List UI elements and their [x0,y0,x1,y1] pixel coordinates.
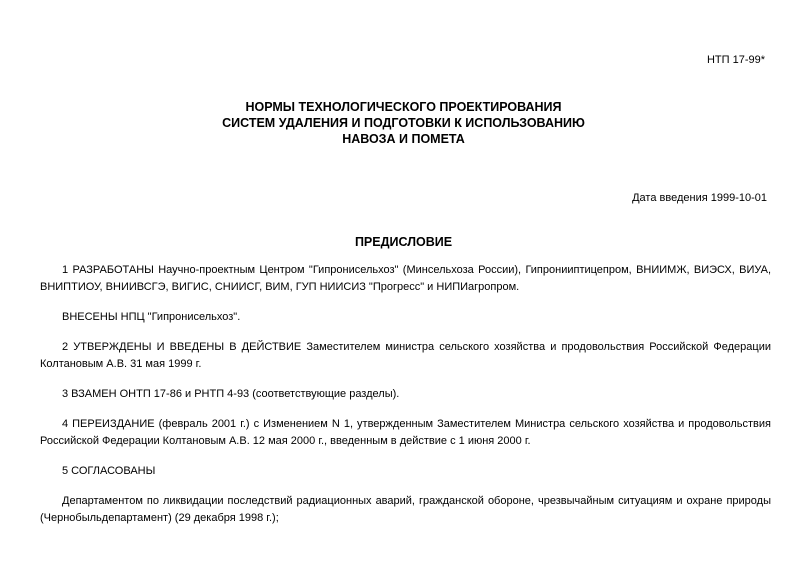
paragraph-line: 2 УТВЕРЖДЕНЫ И ВВЕДЕНЫ В ДЕЙСТВИЕ Заместителем министра сельского хозяйства и продовольствия Российской Федерации [62,341,771,353]
paragraph-developers [40,262,771,296]
paragraph-line: Российской Федерации Колтановым А.В. 12 мая 2000 г., введенным в действие с 1 июня 2000 г. [40,435,531,447]
paragraph-replaces [40,386,771,403]
paragraph-line: ВНИПТИОУ, ВНИИВСГЭ, ВИГИС, СНИИСГ, ВИМ, ГУП НИИСИЗ "Прогресс" и НИПИагропром. [40,281,520,293]
paragraph-line: 3 ВЗАМЕН ОНТП 17-86 и РНТП 4-93 (соответствующие разделы). [62,388,400,400]
paragraph-department [40,493,771,527]
paragraph-line: 5 СОГЛАСОВАНЫ [62,465,156,477]
title-line-2: СИСТЕМ УДАЛЕНИЯ И ПОДГОТОВКИ К ИСПОЛЬЗОВАНИЮ [222,116,585,130]
intro-date: Дата введения 1999-10-01 [632,192,767,204]
paragraph-approved [40,339,771,373]
document-title [0,99,807,147]
paragraph-line: Колтановым А.В. 31 мая 1999 г. [40,358,202,370]
paragraph-line: ВНЕСЕНЫ НПЦ "Гипронисельхоз". [62,311,241,323]
preface-heading: ПРЕДИСЛОВИЕ [354,235,453,249]
title-line-1: НОРМЫ ТЕХНОЛОГИЧЕСКОГО ПРОЕКТИРОВАНИЯ [245,100,562,114]
paragraph-line: (Чернобыльдепартамент) (29 декабря 1998 г.); [40,512,279,524]
document-code: НТП 17-99* [706,54,765,66]
paragraph-reissue [40,416,771,450]
paragraph-line: Департаментом по ликвидации последствий радиационных аварий, гражданской обороне, чрезвычайным ситуациям и охране природы [62,495,771,507]
paragraph-submitted [40,309,771,326]
paragraph-line: 1 РАЗРАБОТАНЫ Научно-проектным Центром "Гипронисельхоз" (Минсельхоза России), Гипронииптицепром, ВНИИМЖ, ВИЭСХ, ВИУА, [62,264,771,276]
title-line-3: НАВОЗА И ПОМЕТА [342,132,465,146]
paragraph-line: 4 ПЕРЕИЗДАНИЕ (февраль 2001 г.) с Изменением N 1, утвержденным Заместителем Министра сельского хозяйства и продовольствия [62,418,771,430]
paragraph-agreed [40,463,771,480]
